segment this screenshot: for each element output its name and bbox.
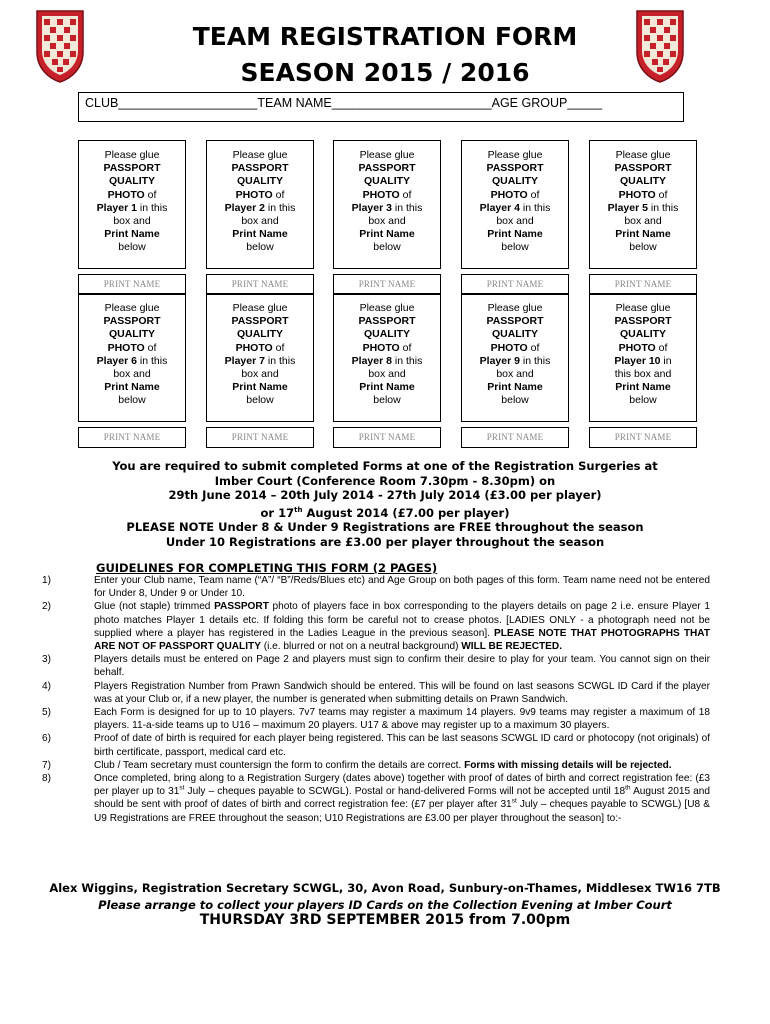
print-name-field[interactable]: PRINT NAME <box>461 427 569 448</box>
collection-note: Please arrange to collect your players ID Cards on the Collection Evening at Imber Court <box>98 898 672 912</box>
photo-box: Please glue PASSPORT QUALITY PHOTO of Player 2 in this box and Print Name below <box>206 140 314 269</box>
season-title: SEASON 2015 / 2016 <box>240 58 530 87</box>
guidelines-list <box>42 574 710 825</box>
print-name-field[interactable]: PRINT NAME <box>461 274 569 295</box>
print-name-field[interactable]: PRINT NAME <box>333 427 441 448</box>
print-name-field[interactable]: PRINT NAME <box>78 274 186 295</box>
print-name-field[interactable]: PRINT NAME <box>78 427 186 448</box>
collection-date: THURSDAY 3RD SEPTEMBER 2015 from 7.00pm <box>199 912 571 928</box>
photo-box: Please glue PASSPORT QUALITY PHOTO of Player 1 in this box and Print Name below <box>78 140 186 269</box>
guideline-item: 8) Once completed, bring along to a Registration Surgery (dates above) together with proof of dates of birth and correct registration fee: (£3 per player up to 31st July – cheques payable to SCWGL). Postal or hand-delivered Forms will not be accepted until 18th August 2015 and should be sent with proof of dates of birth and correct registration fee: (£7 per player after 31st July – cheques payable to SCWGL) [U8 & U9 Registrations are FREE throughout the season; U10 Registrations are £3.00 per player throughout the season] to:- <box>42 773 710 824</box>
photo-box: Please glue PASSPORT QUALITY PHOTO of Player 9 in this box and Print Name below <box>461 293 569 422</box>
print-name-field[interactable]: PRINT NAME <box>333 274 441 295</box>
guideline-item: 6) Proof of date of birth is required for each player being registered. This can be last seasons SCWGL ID card or photocopy (not originals) of birth certificate, passport, medical card etc. <box>42 733 710 758</box>
club-field[interactable]: ____________________ <box>118 96 258 110</box>
notice-line: or 17th August 2014 (£7.00 per player) <box>260 505 510 520</box>
print-name-field[interactable]: PRINT NAME <box>206 427 314 448</box>
print-name-field[interactable]: PRINT NAME <box>589 274 697 295</box>
secretary-address: Alex Wiggins, Registration Secretary SCWGL, 30, Avon Road, Sunbury-on-Thames, Middlesex TW16 7TB <box>49 881 721 895</box>
notice-line: Imber Court (Conference Room 7.30pm - 8.30pm) on <box>214 473 556 488</box>
guideline-item: 1) Enter your Club name, Team name (“A”/ “B”/Reds/Blues etc) and Age Group on both pages of this form. Team name need not be entered for Under 8, Under 9 or Under 10. <box>42 575 710 600</box>
photo-box: Please glue PASSPORT QUALITY PHOTO of Player 10 in this box and Print Name below <box>589 293 697 422</box>
age-group-label: AGE GROUP <box>491 96 568 110</box>
photo-box: Please glue PASSPORT QUALITY PHOTO of Player 3 in this box and Print Name below <box>333 140 441 269</box>
notice-line: You are required to submit completed Forms at one of the Registration Surgeries at <box>112 459 658 473</box>
photo-box: Please glue PASSPORT QUALITY PHOTO of Player 6 in this box and Print Name below <box>78 293 186 422</box>
print-name-field[interactable]: PRINT NAME <box>206 274 314 295</box>
submission-notice <box>0 459 770 549</box>
age-group-field[interactable]: _____ <box>567 96 603 110</box>
team-name-field[interactable]: _______________________ <box>331 96 492 110</box>
notice-line: Under 10 Registrations are £3.00 per player throughout the season <box>165 534 605 549</box>
photo-box: Please glue PASSPORT QUALITY PHOTO of Player 7 in this box and Print Name below <box>206 293 314 422</box>
guideline-item: 7) Club / Team secretary must countersign the form to confirm the details are correct. Forms with missing details will be rejected. <box>42 759 672 771</box>
guideline-item: 2) Glue (not staple) trimmed PASSPORT photo of players face in box corresponding to the players details on page 2 i.e. ensure Player 1 photo matches Player 1 details etc. If folding this form be careful not to crease photos. [LADIES ONLY - a photograph need not be supplied where a player has registered in the Ladies League in the previous season]. PLEASE NOTE THAT PHOTOGRAPHS THAT ARE NOT OF PASSPORT QUALITY (i.e. blurred or not on a neutral background) WILL BE REJECTED. <box>42 601 710 653</box>
form-title: TEAM REGISTRATION FORM <box>192 22 578 51</box>
photo-box: Please glue PASSPORT QUALITY PHOTO of Player 5 in this box and Print Name below <box>589 140 697 269</box>
print-name-field[interactable]: PRINT NAME <box>589 427 697 448</box>
guidelines-heading: GUIDELINES FOR COMPLETING THIS FORM (2 PAGES) <box>96 561 438 575</box>
photo-box: Please glue PASSPORT QUALITY PHOTO of Player 8 in this box and Print Name below <box>333 293 441 422</box>
photo-box: Please glue PASSPORT QUALITY PHOTO of Player 4 in this box and Print Name below <box>461 140 569 269</box>
guideline-item: 3) Players details must be entered on Page 2 and players must sign to confirm their desire to play for your team. You cannot sign on their behalf. <box>42 654 710 679</box>
notice-line: PLEASE NOTE Under 8 & Under 9 Registrations are FREE throughout the season <box>126 520 644 535</box>
notice-line: 29th June 2014 – 20th July 2014 - 27th July 2014 (£3.00 per player) <box>168 488 602 503</box>
guideline-item: 5) Each Form is designed for up to 10 players. 7v7 teams may register a maximum 14 players. 9v9 teams may register a maximum of 18 players. 11-a-side teams up to U16 – maximum 20 players. U17 & above may register up to a maximum 30 players. <box>42 707 710 732</box>
club-label: CLUB <box>85 96 119 110</box>
club-details-box <box>78 92 684 122</box>
team-name-label: TEAM NAME <box>257 96 332 110</box>
guideline-item: 4) Players Registration Number from Prawn Sandwich should be entered. This will be found on last seasons SCWGL ID Card if the player was at your Club or, if a new player, the number is generated when submitting details on Prawn Sandwich. <box>42 680 710 705</box>
